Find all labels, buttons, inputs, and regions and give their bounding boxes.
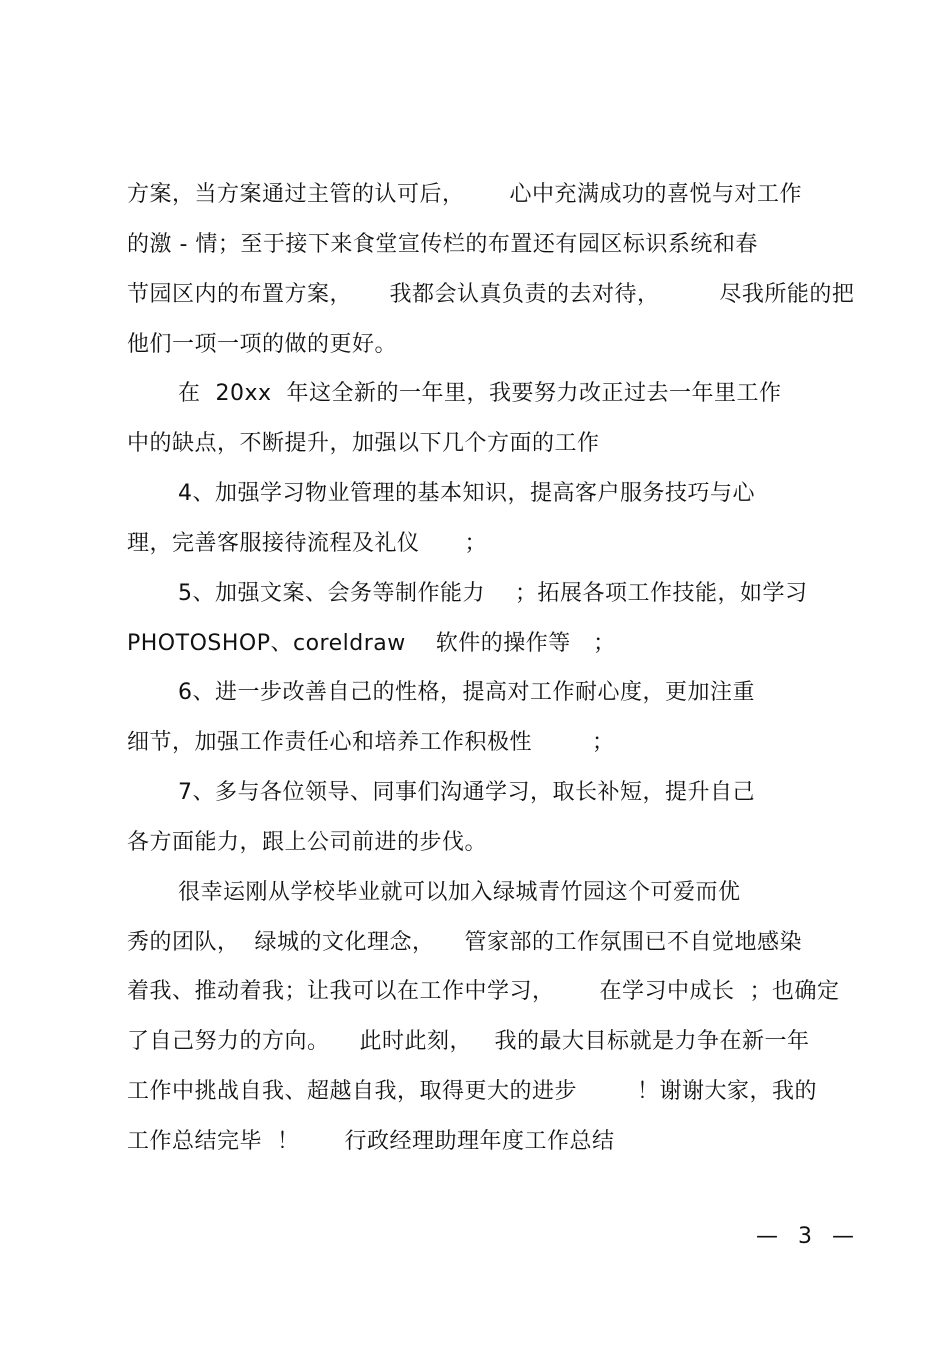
text-line: 中的缺点，不断提升，加强以下几个方面的工作 xyxy=(127,431,600,456)
text-line: 节园区内的布置方案， 我都会认真负责的去对待， 尽我所能的把 xyxy=(127,282,855,307)
text-line: 秀的团队， 绿城的文化理念， 管家部的工作氛围已不自觉地感染 xyxy=(127,930,802,955)
text-line: 细节，加强工作责任心和培养工作积极性 ； xyxy=(127,730,615,755)
text-line: 工作总结完毕 ！ 行政经理助理年度工作总结 xyxy=(127,1129,615,1154)
text-line: 的激 - 情；至于接下来食堂宣传栏的布置还有园区标识系统和春 xyxy=(127,232,758,257)
text-line: 他们一项一项的做的更好。 xyxy=(127,332,398,357)
text-line: 6、进一步改善自己的性格，提高对工作耐心度，更加注重 xyxy=(178,680,755,705)
text-line: 4、加强学习物业管理的基本知识，提高客户服务技巧与心 xyxy=(178,481,755,506)
text-line: 工作中挑战自我、超越自我，取得更大的进步 ！谢谢大家，我的 xyxy=(127,1079,817,1104)
text-line: 5、加强文案、会务等制作能力 ；拓展各项工作技能，如学习 xyxy=(178,581,808,606)
page-number: — 3 — xyxy=(756,1224,856,1249)
text-line: 方案，当方案通过主管的认可后， 心中充满成功的喜悦与对工作 xyxy=(127,182,802,207)
text-line: 了自己努力的方向。 此时此刻， 我的最大目标就是力争在新一年 xyxy=(127,1029,810,1054)
text-line: 各方面能力，跟上公司前进的步伐。 xyxy=(127,830,488,855)
text-line: PHOTOSHOP、coreldraw 软件的操作等 ； xyxy=(127,631,616,656)
text-line: 在 20xx 年这全新的一年里，我要努力改正过去一年里工作 xyxy=(178,381,782,406)
text-line: 着我、推动着我；让我可以在工作中学习， 在学习中成长 ；也确定 xyxy=(127,979,840,1004)
text-line: 理，完善客服接待流程及礼仪 ； xyxy=(127,531,487,556)
text-line: 很幸运刚从学校毕业就可以加入绿城青竹园这个可爱而优 xyxy=(178,880,741,905)
text-line: 7、多与各位领导、同事们沟通学习，取长补短，提升自己 xyxy=(178,780,755,805)
